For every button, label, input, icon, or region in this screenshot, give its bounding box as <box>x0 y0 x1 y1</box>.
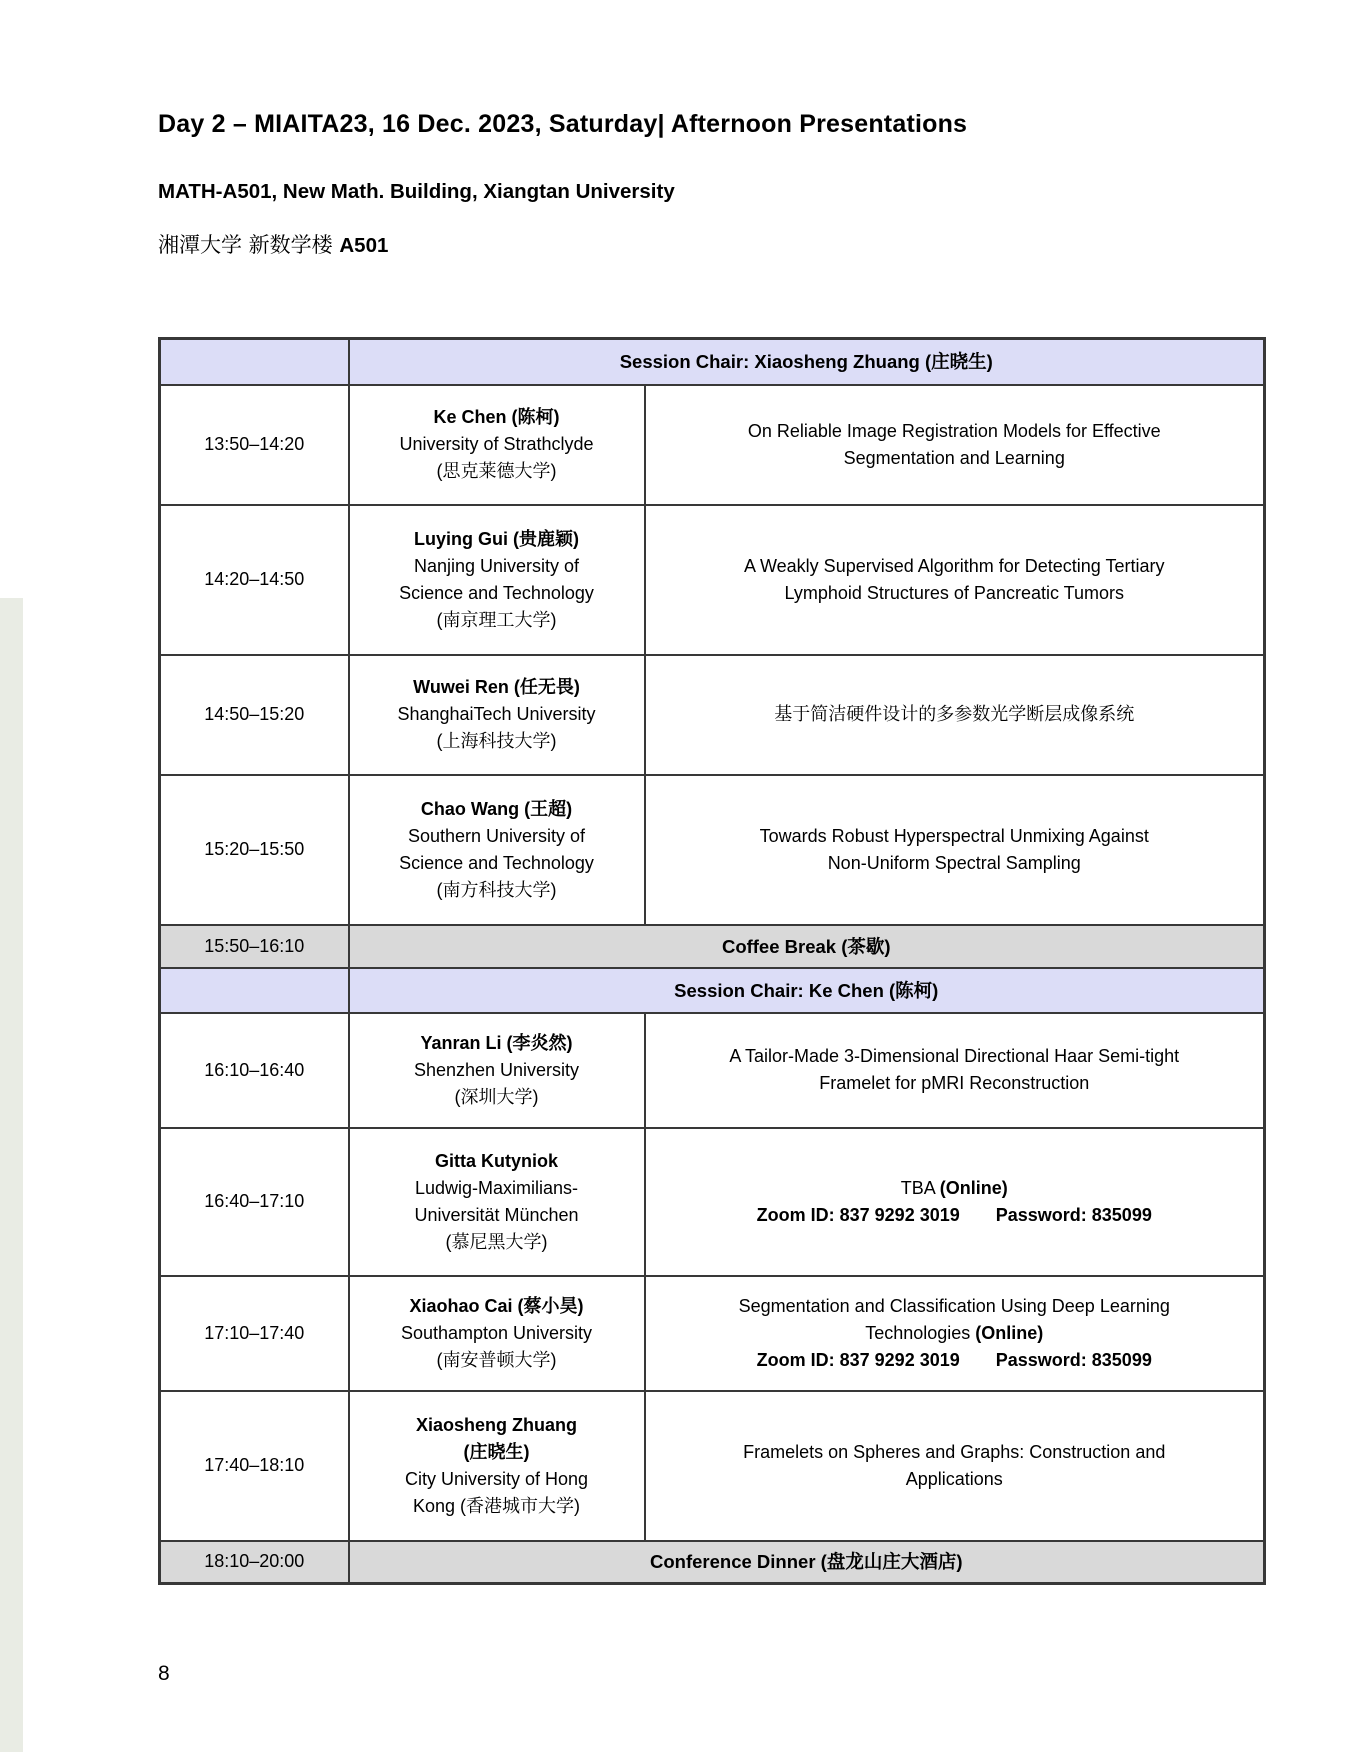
speaker-affiliation-line: (南安普顿大学) <box>436 1349 557 1370</box>
speaker-affiliation-line: (思克莱德大学) <box>436 461 557 481</box>
zoom-id: Zoom ID: 837 9292 3019 <box>756 1349 960 1370</box>
speaker-affiliation-line: Universität München <box>414 1204 579 1225</box>
room-line-chinese <box>158 229 388 259</box>
talk-title-cell <box>645 1013 1265 1128</box>
talk-row-gitta-kutyniok <box>160 1128 1265 1276</box>
speaker-name: Gitta Kutyniok <box>434 1150 558 1171</box>
empty-time-cell <box>160 968 349 1013</box>
speaker-cell <box>349 655 645 775</box>
talk-title-line <box>656 1175 1254 1202</box>
talk-title-line: On Reliable Image Registration Models for Effective <box>747 420 1161 441</box>
talk-row-luying-gui <box>160 505 1265 655</box>
talk-title-line: Framelets on Spheres and Graphs: Construction and <box>743 1441 1166 1462</box>
speaker-name: Yanran Li (李炎然) <box>420 1032 573 1053</box>
speaker-name: Ke Chen (陈柯) <box>433 407 560 427</box>
speaker-cell <box>349 505 645 655</box>
speaker-cell <box>349 1013 645 1128</box>
time-cell: 14:50–15:20 <box>160 655 349 775</box>
schedule-table <box>158 337 1266 1585</box>
talk-title-line: Lymphoid Structures of Pancreatic Tumors <box>784 582 1124 603</box>
speaker-affiliation-line: Shenzhen University <box>413 1059 580 1080</box>
session-chair-row-1 <box>160 339 1265 385</box>
talk-title-line: Segmentation and Learning <box>843 447 1065 468</box>
speaker-affiliation-line: (南方科技大学) <box>436 879 557 900</box>
talk-title-line: Segmentation and Classification Using Deep Learning <box>738 1295 1170 1316</box>
talk-row-xiaosheng-zhuang <box>160 1391 1265 1541</box>
speaker-cell <box>349 1391 645 1541</box>
talk-title-cell <box>645 1276 1265 1391</box>
time-cell: 16:10–16:40 <box>160 1013 349 1128</box>
zoom-id: Zoom ID: 837 9292 3019 <box>756 1204 960 1225</box>
speaker-affiliation-line: Southern University of <box>407 825 586 846</box>
speaker-affiliation-line: Science and Technology <box>399 582 594 603</box>
talk-title-cell <box>645 655 1265 775</box>
talk-title-line: Framelet for pMRI Reconstruction <box>819 1073 1090 1093</box>
speaker-name: Chao Wang (王超) <box>420 798 573 819</box>
talk-title-cell <box>645 1128 1265 1276</box>
talk-title-line: Towards Robust Hyperspectral Unmixing Against <box>759 825 1149 846</box>
speaker-affiliation-line: (慕尼黑大学) <box>445 1231 548 1252</box>
time-cell: 15:50–16:10 <box>160 925 349 968</box>
zoom-password: Password: 835099 <box>995 1204 1152 1225</box>
time-cell: 14:20–14:50 <box>160 505 349 655</box>
speaker-affiliation-line: Kong (香港城市大学) <box>412 1495 581 1516</box>
speaker-affiliation-line: (南京理工大学) <box>436 609 557 630</box>
talk-title-line: A Weakly Supervised Algorithm for Detecting Tertiary <box>743 555 1165 576</box>
speaker-affiliation-line: Nanjing University of <box>413 555 580 576</box>
talk-title-line: Non-Uniform Spectral Sampling <box>827 852 1081 873</box>
empty-time-cell <box>160 339 349 385</box>
speaker-affiliation-line: (上海科技大学) <box>436 731 557 751</box>
talk-row-wuwei-ren <box>160 655 1265 775</box>
zoom-credentials-line <box>656 1347 1254 1374</box>
time-cell: 13:50–14:20 <box>160 385 349 505</box>
speaker-affiliation-line: ShanghaiTech University <box>397 704 596 724</box>
speaker-affiliation-line: Southampton University <box>400 1322 593 1343</box>
page-number: 8 <box>158 1662 170 1685</box>
speaker-cell <box>349 775 645 925</box>
talk-row-chao-wang <box>160 775 1265 925</box>
time-cell: 17:40–18:10 <box>160 1391 349 1541</box>
speaker-affiliation-line: Ludwig-Maximilians- <box>414 1177 579 1198</box>
speaker-name-cn: (庄晓生) <box>463 1441 530 1462</box>
talk-title-cell <box>645 505 1265 655</box>
talk-title-line: 基于简洁硬件设计的多参数光学断层成像系统 <box>774 704 1135 724</box>
talk-row-xiaohao-cai <box>160 1276 1265 1391</box>
room-line-cn-text: 湘潭大学 新数学楼 <box>158 233 340 257</box>
room-line: MATH-A501, New Math. Building, Xiangtan University <box>158 180 675 203</box>
talk-title-cell <box>645 1391 1265 1541</box>
page-margin-strip <box>0 598 23 1752</box>
zoom-password: Password: 835099 <box>995 1349 1152 1370</box>
conference-dinner-label: Conference Dinner (盘龙山庄大酒店) <box>349 1541 1265 1584</box>
conference-dinner-row <box>160 1541 1265 1584</box>
talk-row-ke-chen <box>160 385 1265 505</box>
online-flag: (Online) <box>975 1322 1044 1343</box>
page-heading: Day 2 – MIAITA23, 16 Dec. 2023, Saturday| Afternoon Presentations <box>158 110 968 138</box>
speaker-cell <box>349 1276 645 1391</box>
talk-title-text: TBA <box>900 1177 935 1198</box>
session-chair-label: Session Chair: Xiaosheng Zhuang (庄晓生) <box>349 339 1265 385</box>
coffee-break-row <box>160 925 1265 968</box>
talk-title-line: A Tailor-Made 3-Dimensional Directional Haar Semi-tight <box>729 1046 1180 1066</box>
speaker-affiliation-line: (深圳大学) <box>454 1086 539 1107</box>
time-cell: 17:10–17:40 <box>160 1276 349 1391</box>
talk-title-cell <box>645 385 1265 505</box>
time-cell: 16:40–17:10 <box>160 1128 349 1276</box>
coffee-break-label: Coffee Break (茶歇) <box>349 925 1265 968</box>
speaker-name: Wuwei Ren (任无畏) <box>413 677 580 697</box>
talk-row-yanran-li <box>160 1013 1265 1128</box>
talk-title-text: Technologies <box>865 1322 971 1343</box>
session-chair-label: Session Chair: Ke Chen (陈柯) <box>349 968 1265 1013</box>
time-cell: 18:10–20:00 <box>160 1541 349 1584</box>
speaker-name: Luying Gui (贵鹿颖) <box>414 528 579 549</box>
talk-title-cell <box>645 775 1265 925</box>
zoom-credentials-line <box>656 1202 1254 1229</box>
talk-title-line <box>656 1320 1254 1347</box>
speaker-affiliation-line: City University of Hong <box>404 1468 589 1489</box>
speaker-name: Xiaosheng Zhuang <box>415 1414 577 1435</box>
speaker-name: Xiaohao Cai (蔡小昊) <box>409 1295 584 1316</box>
time-cell: 15:20–15:50 <box>160 775 349 925</box>
online-flag: (Online) <box>939 1177 1008 1198</box>
speaker-cell <box>349 385 645 505</box>
talk-title-line: Applications <box>905 1468 1003 1489</box>
speaker-affiliation-line: University of Strathclyde <box>399 434 594 454</box>
room-number: A501 <box>339 234 389 257</box>
session-chair-row-2 <box>160 968 1265 1013</box>
speaker-affiliation-line: Science and Technology <box>399 852 594 873</box>
speaker-cell <box>349 1128 645 1276</box>
